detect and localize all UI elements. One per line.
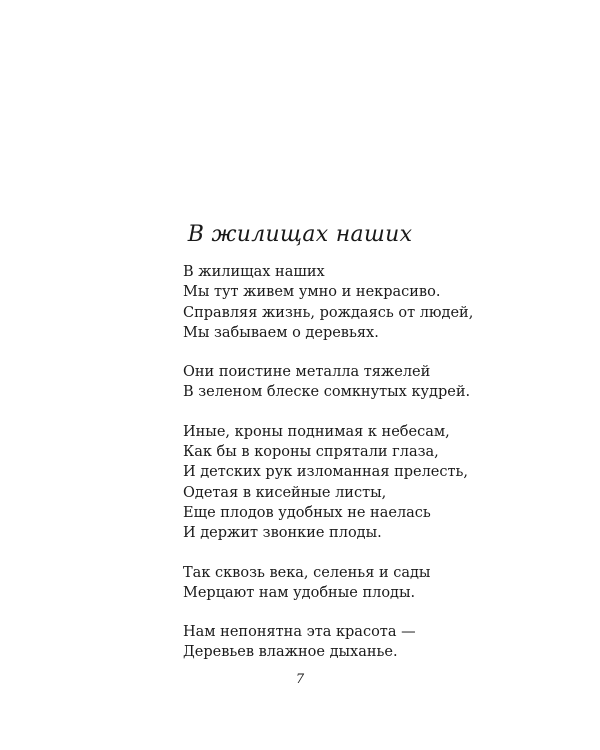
poem-line: Мы забываем о деревьях. xyxy=(183,324,379,341)
stanza-2 xyxy=(183,362,483,403)
poem-line: Так сквозь века, селенья и сады xyxy=(183,564,431,581)
poem-line: Справляя жизнь, рождаясь от людей, xyxy=(183,304,474,321)
poem-title: В жилищах наших xyxy=(187,222,413,247)
poem-line: В жилищах наших xyxy=(183,264,325,280)
poem-line: Иные, кроны поднимая к небесам, xyxy=(183,423,450,440)
poem-line: Нам непонятна эта красота — xyxy=(183,624,416,641)
poem-line: Мы тут живем умно и некрасиво. xyxy=(183,284,441,301)
stanza-1 xyxy=(183,262,483,343)
poem-line: Они поистине металла тяжелей xyxy=(183,364,431,381)
poem-line: Как бы в короны спрятали глаза, xyxy=(183,444,439,461)
poem-line: Мерцают нам удобные плоды. xyxy=(183,584,416,601)
poem-line: И детских рук изломанная прелесть, xyxy=(183,464,469,481)
stanza-5 xyxy=(183,622,483,663)
poem-line: В зеленом блеске сомкнутых кудрей. xyxy=(183,384,471,401)
page-number: 7 xyxy=(295,672,305,687)
poem-body xyxy=(183,262,483,682)
poem-line: Деревьев влажное дыханье. xyxy=(183,644,398,661)
stanza-3 xyxy=(183,422,483,544)
poem-line: Одетая в кисейные листы, xyxy=(183,484,387,501)
stanza-4 xyxy=(183,563,483,604)
poem-line: И держит звонкие плоды. xyxy=(183,525,382,542)
poem-line: Еще плодов удобных не наелась xyxy=(183,504,431,521)
